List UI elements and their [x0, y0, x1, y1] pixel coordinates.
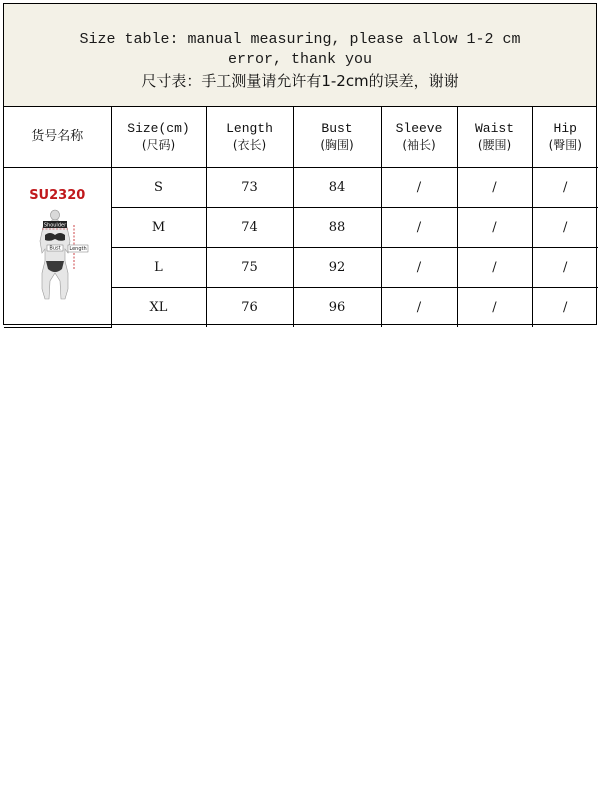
col-header-label: Length [226, 120, 273, 136]
col-header-waist [457, 107, 532, 168]
figure-label-shoulder: Shoulder [44, 222, 67, 229]
cell-bust: 96 [293, 288, 381, 328]
cell-size: L [111, 248, 206, 288]
col-header-label: Bust [321, 120, 353, 136]
cell-waist: / [457, 168, 532, 208]
cell-length: 75 [206, 248, 293, 288]
col-header-hip [532, 107, 598, 168]
col-header-length [206, 107, 293, 168]
figure-label-length: Length [69, 246, 87, 252]
cell-hip: / [532, 248, 598, 288]
cell-sleeve: / [381, 288, 457, 328]
col-header-sublabel: (臀围) [548, 137, 582, 152]
product-cell [4, 168, 111, 328]
cell-size: M [111, 208, 206, 248]
cell-sleeve: / [381, 168, 457, 208]
cell-length: 73 [206, 168, 293, 208]
col-header-sublabel: (腰围) [477, 137, 512, 152]
size-chart-header [4, 4, 596, 107]
cell-sleeve: / [381, 248, 457, 288]
figure-label-bust: Bust [49, 245, 61, 252]
col-header-label: 货号名称 [31, 129, 84, 144]
cell-waist: / [457, 248, 532, 288]
cell-hip: / [532, 288, 598, 328]
size-table [4, 107, 598, 328]
cell-hip: / [532, 168, 598, 208]
chinese-note: 尺寸表：手工测量请允许有1-2cm的误差，谢谢 [141, 72, 459, 90]
table-row [4, 168, 598, 208]
cell-length: 74 [206, 208, 293, 248]
size-chart [3, 3, 597, 325]
col-header-label: Size(cm) [127, 120, 190, 136]
cell-bust: 92 [293, 248, 381, 288]
col-header-sublabel: (胸围) [320, 137, 354, 152]
cell-size: S [111, 168, 206, 208]
col-header-label: Sleeve [395, 120, 443, 136]
cell-hip: / [532, 208, 598, 248]
cell-waist: / [457, 288, 532, 328]
col-header-sublabel: (衣长) [232, 137, 267, 152]
col-header-product-name [4, 107, 111, 168]
cell-bust: 84 [293, 168, 381, 208]
col-header-sleeve [381, 107, 457, 168]
cell-length: 76 [206, 288, 293, 328]
cell-size: XL [111, 288, 206, 328]
cell-sleeve: / [381, 208, 457, 248]
cell-waist: / [457, 208, 532, 248]
col-header-sublabel: (尺码) [141, 137, 176, 152]
cell-bust: 88 [293, 208, 381, 248]
col-header-bust [293, 107, 381, 168]
product-code: SU2320 [29, 188, 86, 203]
col-header-size [111, 107, 206, 168]
col-header-sublabel: (袖长) [402, 137, 436, 152]
col-header-label: Hip [553, 120, 577, 136]
col-header-label: Waist [474, 120, 514, 136]
bikini-figure-icon [21, 209, 93, 301]
table-header-row [4, 107, 598, 168]
english-note: Size table: manual measuring, please allow 1-2 cm error, thank you [79, 31, 521, 68]
